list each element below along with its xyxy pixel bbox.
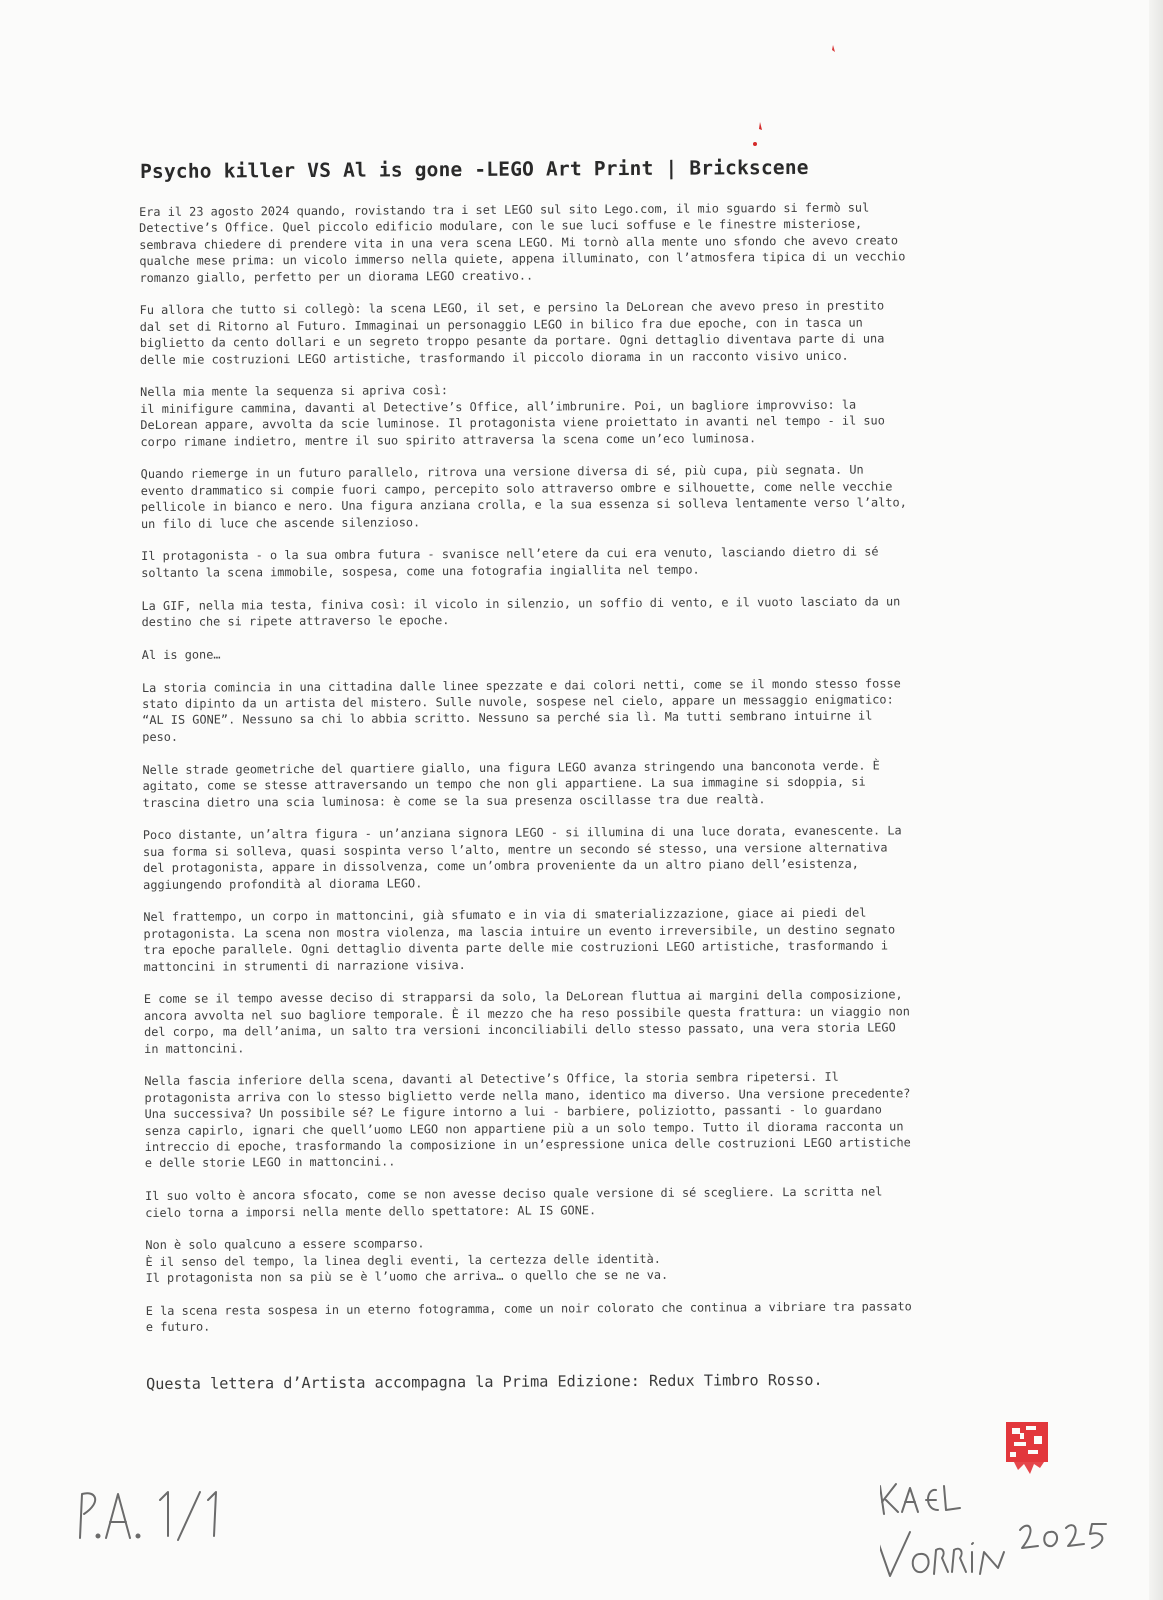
- body-line: mattoncini in strumenti di narrazione visiva.: [143, 957, 466, 974]
- body-paragraph: [141, 593, 986, 631]
- body-line: biglietto da cento dollari e un segreto troppo pesante da portare. Ogni dettaglio diventava parte di una: [139, 331, 885, 351]
- body-line: delle mie costruzioni LEGO artistiche, trasformando il piccolo diorama in un racconto visivo unico.: [139, 348, 849, 367]
- body-line: protagonista. La scena non mostra violenza, ma lascia intuire un evento irreversibile, un destino segnato: [143, 922, 896, 941]
- body-line: stato dipinto da un artista del mistero. Sulle nuvole, sospese nel cielo, appare un messaggio enigmatico:: [142, 692, 894, 712]
- document-title: Psycho killer VS Al is gone -LEGO Art Print | Brickscene: [140, 155, 809, 183]
- body-line: del corpo, ma dell’anima, un salto tra versioni inconciliabili dello stesso passato, una vera storia LEGO: [144, 1020, 896, 1040]
- body-line: È il senso del tempo, la linea degli eventi, la certezza delle identità.: [145, 1251, 661, 1269]
- body-line: sua forma si solleva, quasi sospinta verso l’alto, mentre un secondo sé stesso, una versione alternativa: [142, 840, 888, 859]
- body-line: Il suo volto è ancora sfocato, come se non avesse deciso quale versione di sé scegliere. La scritta nel: [145, 1184, 883, 1204]
- body-paragraph: [146, 1298, 991, 1336]
- handwritten-edition-mark: [74, 1486, 234, 1546]
- body-line: Poco distante, un’altra figura - un’anziana signora LEGO - si illumina di una luce dorata, evanescente. La: [142, 823, 902, 843]
- closing-line: Questa lettera d’Artista accompagna la Prima Edizione: Redux Timbro Rosso.: [146, 1370, 823, 1393]
- body-line: Il protagonista non sa più se è l’uomo che arriva… o quello che se ne va.: [145, 1267, 669, 1286]
- body-paragraph: [141, 543, 986, 581]
- body-line: Era il 23 agosto 2024 quando, rovistando tra i set LEGO sul sito Lego.com, il mio sguardo si fermò sul: [139, 200, 870, 219]
- body-line: qualche mese prima: un vicolo immerso nella quiete, appena illuminato, con l’atmosfera tipica di un vecchio: [139, 249, 906, 269]
- body-line: Non è solo qualcuno a essere scomparso.: [145, 1236, 425, 1253]
- body-line: Una successiva? Un possibile sé? Le figure intorno a lui - barbiere, poliziotto, passanti - lo guardano: [144, 1102, 882, 1122]
- body-line: E come se il tempo avesse deciso di strapparsi da solo, la DeLorean fluttua ai margini della composizione,: [143, 987, 903, 1007]
- body-paragraph: [142, 757, 987, 811]
- body-paragraph: [143, 904, 988, 975]
- body-line: pellicole in bianco e nero. Una figura anziana crolla, e la sua essenza si solleva lentamente verso l’alto,: [140, 495, 907, 515]
- body-line: Quando riemerge in un futuro parallelo, ritrova una versione diversa di sé, più cupa, più segnata. Un: [140, 463, 864, 482]
- handwritten-signature: [880, 1480, 1110, 1590]
- body-line: Nella mia mente la sequenza si apriva così:: [140, 383, 449, 400]
- body-line: tra epoche parallele. Ogni dettaglio diventa parte delle mie costruzioni LEGO artistiche, trasformando i: [143, 938, 889, 958]
- body-line: Fu allora che tutto si collegò: la scena LEGO, il set, e persino la DeLorean che avevo preso in prestito: [139, 298, 885, 318]
- body-line: Detective’s Office. Quel piccolo edificio modulare, con le sue luci soffuse e le finestre misteriose,: [139, 216, 863, 236]
- body-line: La storia comincia in una cittadina dalle linee spezzate e dai colori netti, come se il mondo stesso fosse: [141, 676, 901, 695]
- body-line: romanzo giallo, perfetto per un diorama LEGO creativo..: [139, 268, 534, 285]
- body-line: corpo rimane indietro, mentre il suo spirito attraversa la scena come un’eco luminosa.: [140, 430, 757, 449]
- body-line: peso.: [142, 729, 179, 744]
- body-line: Al is gone…: [141, 647, 221, 662]
- red-ink-speck: [830, 44, 838, 54]
- body-paragraph: [139, 199, 984, 286]
- body-paragraph: [145, 1232, 990, 1286]
- body-line: dal set di Ritorno al Futuro. Immaginai un personaggio LEGO in bilico fra due epoche, con in tasca un: [139, 315, 863, 334]
- body-line: Il protagonista - o la sua ombra futura - svanisce nell’etere da cui era venuto, lasciando dietro di sé: [141, 544, 879, 564]
- body-line: La GIF, nella mia testa, finiva così: il vicolo in silenzio, un soffio di vento, e il vuoto lasciato da un: [141, 594, 901, 613]
- body-line: intreccio di epoche, trasformando la composizione in un’espressione unica delle costruzioni LEGO artistiche: [144, 1135, 911, 1154]
- body-line: e futuro.: [145, 1319, 211, 1335]
- body-line: E la scena resta sospesa in un eterno fotogramma, come un noir colorato che continua a vibriare tra passato: [145, 1299, 912, 1318]
- body-paragraph: [142, 675, 987, 746]
- body-line: Nel frattempo, un corpo in mattoncini, già sfumato e in via di smaterializzazione, giace ai piedi del: [143, 905, 867, 925]
- body-line: sembrava chiedere di prendere vita in una vera scena LEGO. Mi tornò alla mente uno sfondo che avevo creato: [139, 233, 899, 252]
- body-line: agitato, come se stesse attraversando un tempo che non gli appartiene. La sua immagine si sdoppia, si: [142, 774, 866, 794]
- body-paragraph: [145, 1183, 990, 1221]
- red-artist-stamp: [1004, 1418, 1052, 1476]
- body-line: il minifigure cammina, davanti al Detective’s Office, all’imbrunire. Poi, un bagliore improvviso: la: [140, 397, 857, 416]
- body-paragraph: [140, 379, 985, 450]
- body-line: “AL IS GONE”. Nessuno sa chi lo abbia scritto. Nessuno sa perché sia lì. Ma tutti sembrano intuirne il: [142, 709, 873, 728]
- body-line: evento drammatico si compie fuori campo, percepito solo attraverso ombre e silhouette, come nelle vecchie: [140, 479, 893, 498]
- body-paragraph: [142, 642, 987, 664]
- body-paragraph: [144, 986, 989, 1057]
- red-ink-speck: [752, 120, 768, 150]
- body-line: soltanto la scena immobile, sospesa, come una fotografia ingiallita nel tempo.: [141, 562, 700, 580]
- body-line: cielo torna a imporsi nella mente dello spettatore: AL IS GONE.: [145, 1202, 597, 1220]
- body-line: trascina dietro una scia luminosa: è come se la sua presenza oscillasse tra due realtà.: [142, 791, 766, 810]
- body-line: del protagonista, appare in dissolvenza, come un’ombra proveniente da un altro piano dell’esistenza,: [143, 856, 859, 876]
- body-line: Nella fascia inferiore della scena, davanti al Detective’s Office, la storia sembra ripetersi. Il: [144, 1070, 839, 1089]
- body-paragraph: [143, 822, 988, 893]
- body-line: e delle storie LEGO in mattoncini..: [144, 1154, 396, 1171]
- body-line: senza capirlo, ignari che quell’uomo LEGO non appartiene più a un solo tempo. Tutto il diorama racconta un: [144, 1118, 904, 1138]
- body-line: ancora avvolta nel suo bagliore temporale. È il mezzo che ha reso possibile questa frattura: un viaggio non: [143, 1004, 910, 1023]
- body-line: in mattoncini.: [144, 1040, 245, 1056]
- body-line: aggiungendo profondità al diorama LEGO.: [143, 875, 423, 892]
- paper-edge-shadow: [1149, 0, 1163, 1600]
- body-paragraph: [144, 1068, 990, 1172]
- body-paragraph: [141, 461, 986, 532]
- body-line: protagonista arriva con lo stesso biglietto verde nella mano, identico ma diverso. Una versione precedente?: [144, 1086, 911, 1105]
- body-line: un filo di luce che ascende silenzioso.: [140, 514, 421, 531]
- body-paragraph: [140, 297, 985, 368]
- body-line: Nelle strade geometriche del quartiere giallo, una figura LEGO avanza stringendo una banconota verde. È: [142, 758, 880, 777]
- letter-body: [139, 199, 991, 1352]
- body-line: DeLorean appare, avvolta da scie luminose. Il protagonista viene proiettato in avanti nel tempo - il suo: [140, 413, 885, 433]
- body-line: destino che si ripete attraverso le epoche.: [141, 613, 450, 630]
